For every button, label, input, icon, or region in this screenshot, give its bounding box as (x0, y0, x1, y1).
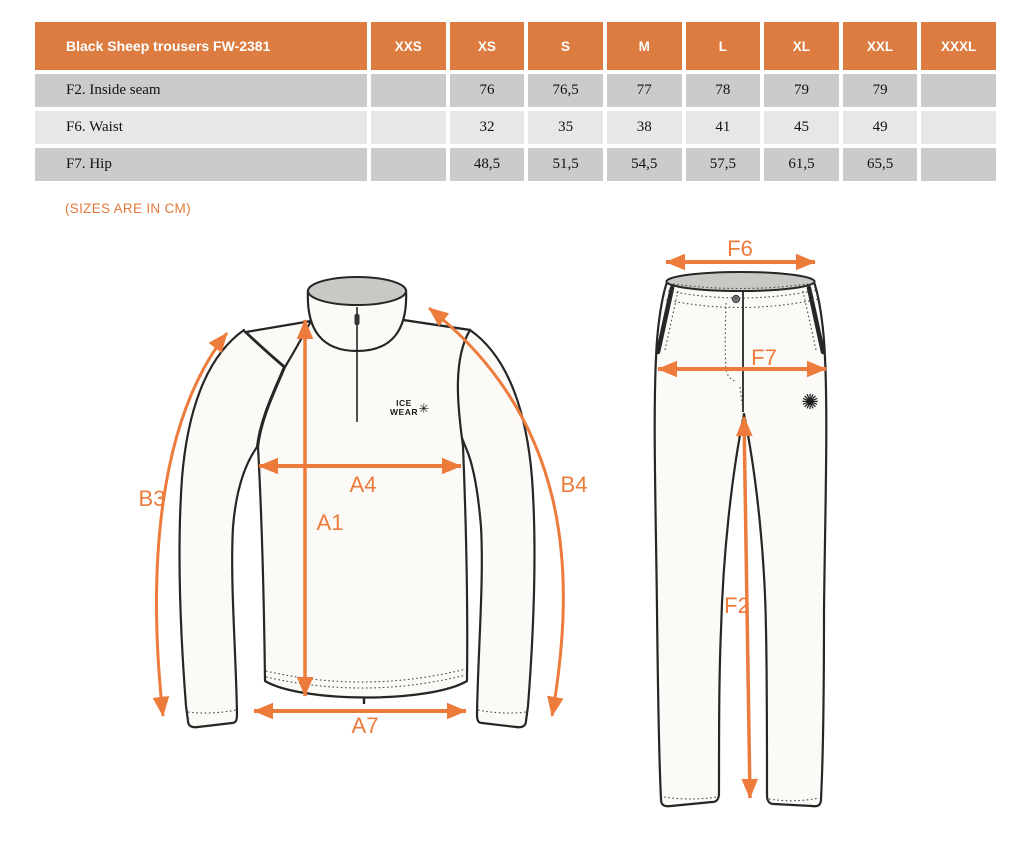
cell-value: 61,5 (764, 148, 839, 181)
measure-label-f2: F2 (724, 593, 750, 618)
cell-value: 48,5 (450, 148, 525, 181)
top-collar-inner (308, 277, 406, 305)
cell-value: 77 (607, 74, 682, 107)
measure-label-b4: B4 (560, 472, 588, 497)
measurement-label: F6. Waist (35, 111, 367, 144)
units-note: (SIZES ARE IN CM) (65, 201, 191, 216)
size-header-xs: XS (450, 22, 525, 70)
top-garment-drawing (179, 277, 534, 727)
cell-value: 78 (686, 74, 761, 107)
cell-value: 54,5 (607, 148, 682, 181)
top-zipper-pull (355, 314, 360, 325)
measurement-label: F7. Hip (35, 148, 367, 181)
cell-value: 38 (607, 111, 682, 144)
cell-value: 49 (843, 111, 918, 144)
size-header-xxxl: XXXL (921, 22, 996, 70)
cell-value: 45 (764, 111, 839, 144)
cell-value: 57,5 (686, 148, 761, 181)
measurement-label: F2. Inside seam (35, 74, 367, 107)
cell-value: 51,5 (528, 148, 603, 181)
size-header-s: S (528, 22, 603, 70)
size-header-xxs: XXS (371, 22, 446, 70)
cell-value: 35 (528, 111, 603, 144)
measure-label-a7: A7 (351, 713, 379, 738)
measure-label-f7: F7 (751, 345, 777, 370)
measure-label-a4: A4 (349, 472, 377, 497)
trousers-snowflake-icon: ✺ (801, 390, 819, 414)
brand-logo-line2: WEAR (390, 407, 418, 417)
cell-value: 65,5 (843, 148, 918, 181)
size-header-m: M (607, 22, 682, 70)
measure-label-b3: B3 (138, 486, 166, 511)
measure-label-a1: A1 (316, 510, 344, 535)
brand-logo-line1: ICE (396, 398, 412, 408)
cell-value: 79 (764, 74, 839, 107)
brand-snowflake-icon: ✳ (418, 402, 430, 417)
cell-value: 79 (843, 74, 918, 107)
size-header-xxl: XXL (843, 22, 918, 70)
trousers-drawing (655, 272, 827, 806)
trousers-button (732, 295, 739, 302)
cell-value: 76 (450, 74, 525, 107)
trousers-body (655, 282, 827, 806)
product-title: Black Sheep trousers FW-2381 (35, 22, 367, 70)
cell-value: 76,5 (528, 74, 603, 107)
cell-value: 41 (686, 111, 761, 144)
measure-label-f6: F6 (727, 236, 753, 261)
cell-value: 32 (450, 111, 525, 144)
size-header-l: L (686, 22, 761, 70)
size-header-xl: XL (764, 22, 839, 70)
